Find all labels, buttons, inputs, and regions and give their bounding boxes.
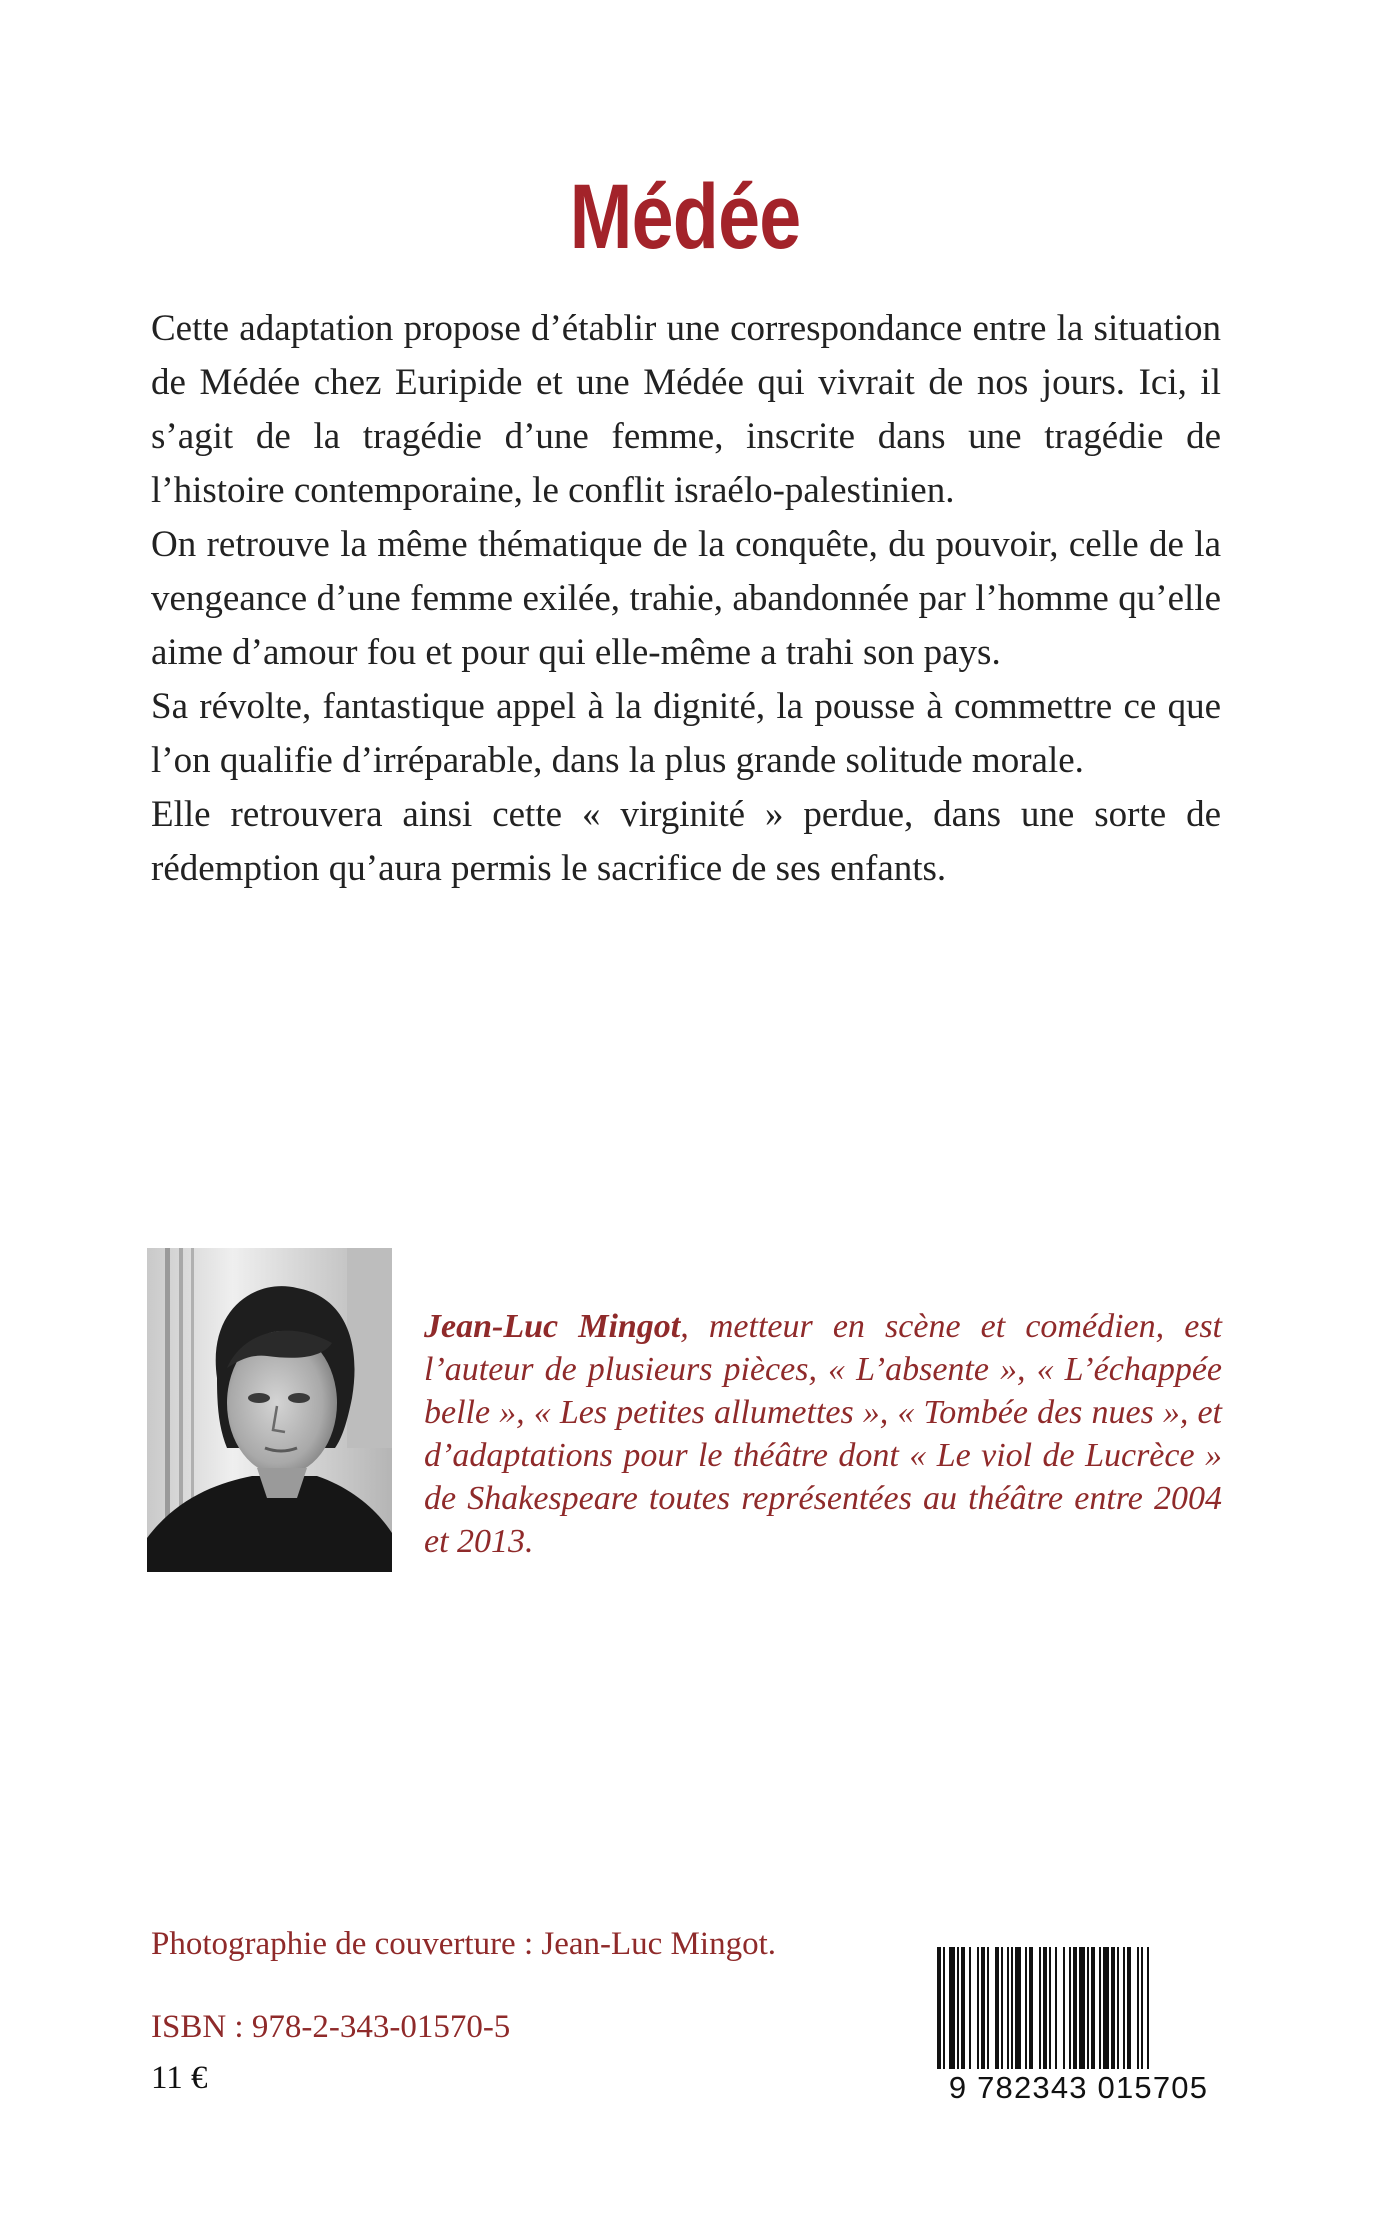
barcode-bar	[1079, 1947, 1085, 2069]
barcode-bar	[1011, 1947, 1013, 2069]
blurb-paragraph: Cette adaptation propose d’établir une correspondance entre la situation de Médée chez Euripide et une Médée qui vivrait de nos jours. Ici, il s’agit de la tragédie d’une femme, inscrite dans une tragédie de l’histoire contemporaine, le conflit israélo-palestinien.	[151, 308, 1221, 511]
barcode-bar	[1103, 1947, 1109, 2069]
barcode-bar	[1001, 1947, 1003, 2069]
barcode-bar	[1029, 1947, 1033, 2069]
barcode-bar	[1147, 1947, 1149, 2069]
back-cover-blurb	[151, 302, 1221, 896]
barcode-bar	[1063, 1947, 1065, 2069]
book-title: Médée	[569, 165, 801, 268]
barcode-bars	[933, 1947, 1224, 2069]
author-name: Jean-Luc Mingot	[424, 1308, 681, 1345]
barcode-bar	[1111, 1947, 1115, 2069]
blurb-paragraph: On retrouve la même thématique de la conquête, du pouvoir, celle de la vengeance d’une femme exilée, trahie, abandonnée par l’homme qu’elle aime d’amour fou et pour qui elle-même a trahi son pays.	[151, 524, 1221, 673]
barcode-bar	[961, 1947, 965, 2069]
barcode-bar	[1127, 1947, 1131, 2069]
barcode-bar	[949, 1947, 955, 2069]
barcode-bar	[969, 1947, 971, 2069]
author-photo	[147, 1248, 392, 1572]
barcode-bar	[1073, 1947, 1077, 2069]
barcode-bar	[1007, 1947, 1009, 2069]
blurb-paragraph: Elle retrouvera ainsi cette « virginité » perdue, dans une sorte de rédemption qu’aura permis le sacrifice de ses enfants.	[151, 794, 1221, 889]
barcode-bar	[957, 1947, 959, 2069]
barcode	[933, 1947, 1224, 2107]
barcode-bar	[1043, 1947, 1047, 2069]
barcode-bar	[977, 1947, 979, 2069]
author-bio	[424, 1305, 1222, 1563]
barcode-bar	[1137, 1947, 1139, 2069]
barcode-bar	[1039, 1947, 1041, 2069]
barcode-bar	[1055, 1947, 1057, 2069]
barcode-bar	[1117, 1947, 1119, 2069]
barcode-bar	[1099, 1947, 1101, 2069]
barcode-bar	[1025, 1947, 1027, 2069]
barcode-digits: 9 782343 015705	[948, 2070, 1209, 2105]
blurb-paragraph: Sa révolte, fantastique appel à la dignité, la pousse à commettre ce que l’on qualifie d’irréparable, dans la plus grande solitude morale.	[151, 686, 1221, 781]
barcode-bar	[943, 1947, 945, 2069]
barcode-bar	[1091, 1947, 1095, 2069]
price: 11 €	[151, 2060, 208, 2096]
isbn: ISBN : 978-2-343-01570-5	[151, 2009, 511, 2045]
barcode-bar	[987, 1947, 989, 2069]
author-bio-text: , metteur en scène et comédien, est l’auteur de plusieurs pièces, « L’absente », « L’échappée belle », « Les petites allumettes », « Tombée des nues », et d’adaptations pour le théâtre dont « Le viol de Lucrèce » de Shakespeare toutes représentées au théâtre entre 2004 et 2013.	[424, 1308, 1222, 1560]
barcode-bar	[1123, 1947, 1125, 2069]
photo-credit: Photographie de couverture : Jean-Luc Mingot.	[151, 1926, 776, 1962]
barcode-bar	[1069, 1947, 1071, 2069]
barcode-bar	[981, 1947, 985, 2069]
barcode-bar	[1015, 1947, 1021, 2069]
barcode-bar	[1049, 1947, 1051, 2069]
barcode-bar	[1087, 1947, 1089, 2069]
barcode-bar	[995, 1947, 999, 2069]
author-portrait-graphic	[147, 1248, 392, 1572]
barcode-bar	[1141, 1947, 1143, 2069]
barcode-bar	[937, 1947, 941, 2069]
